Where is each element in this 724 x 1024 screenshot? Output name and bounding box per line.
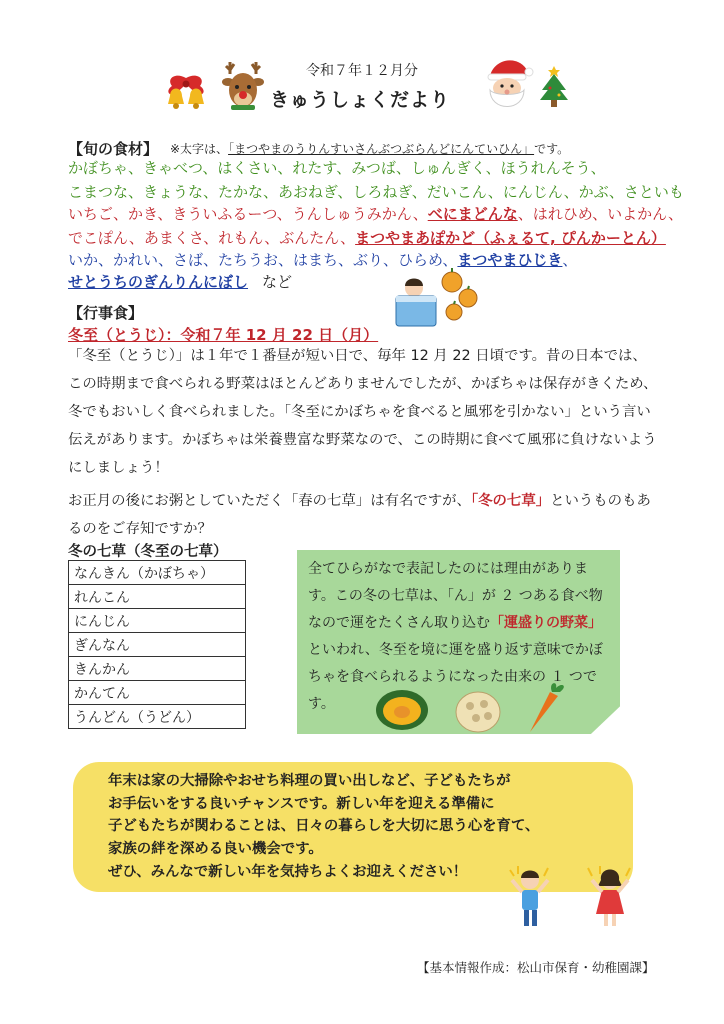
table-row (69, 681, 246, 705)
reindeer-icon (220, 58, 266, 114)
fish-line-1: いか、かれい、さば、たちうお、はまち、ぶり、ひらめ、まつやまひじき、 (68, 251, 578, 269)
table-cell: うんどん（うどん） (69, 705, 246, 729)
nanakusa-table (68, 560, 246, 729)
toji-title: 冬至（とうじ）：令和７年 12 月 22 日（月） (68, 326, 379, 344)
vegetables-icon (372, 680, 572, 736)
table-cell: れんこん (69, 585, 246, 609)
table-row (69, 705, 246, 729)
children-cheering-icon (504, 862, 644, 934)
pumpkin-bath-icon (392, 268, 484, 332)
table-cell: なんきん（かぼちゃ） (69, 561, 246, 585)
table-row (69, 633, 246, 657)
message-text: 年末は家の大掃除やおせち料理の買い出しなど、子どもたちが お手伝いをする良いチャンスです。新しい年を迎える準備に 子どもたちが関わることは、日々の暮らしを大切に思う心を育て、 家族の絆を深める良い機会です。 ぜひ、みんなで新しい年を気持ちよくお迎えください！ (108, 773, 540, 880)
table-cell: きんかん (69, 657, 246, 681)
vegetables-line-2: こまつな、きょうな、たかな、あおねぎ、しろねぎ、だいこん、にんじん、かぶ、さといも (68, 183, 684, 201)
table-row (69, 609, 246, 633)
green-note-text: 全てひらがなで表記したのには理由があります。この冬の七草は、「ん」が ２ つある食べ物なので運をたくさん取り込む「運盛りの野菜」といわれ、冬至を境に運を盛り返す意味でかぼちゃを食べられるようになった由来の １ つです。 (308, 561, 603, 712)
christmas-bells-icon (162, 72, 210, 112)
fruits-line-1: いちご、かき、きういふるーつ、うんしゅうみかん、べにまどんな、はれひめ、いよかん、 (68, 205, 684, 223)
table-cell: にんじん (69, 609, 246, 633)
table-row (69, 657, 246, 681)
credit-line: 【基本情報作成：松山市保育・幼稚園課】 (417, 960, 655, 975)
winter-herbs-intro: お正月の後にお粥としていただく「春の七草」は有名ですが、「冬の七草」というものもあるのをご存知ですか？ (68, 493, 651, 537)
table-cell: かんてん (69, 681, 246, 705)
fruits-line-2: でこぽん、あまくさ、れもん、ぶんたん、まつやまあぽかど（ふぇるて, ぴんかーとん） (68, 229, 666, 247)
fish-line-2: せとうちのぎんりんにぼし など (68, 273, 293, 291)
vegetables-line-1: かぼちゃ、きゃべつ、はくさい、れたす、みつば、しゅんぎく、ほうれんそう、 (68, 159, 606, 177)
nanakusa-heading: 冬の七草（冬至の七草） (68, 544, 228, 560)
seasonal-note: ※太字は、「まつやまのうりんすいさんぶつぶらんどにんていひん」です。 (170, 142, 570, 156)
table-row (69, 561, 246, 585)
christmas-tree-icon (538, 64, 570, 110)
santa-icon (482, 56, 534, 114)
seasonal-heading: 【旬の食材】 (68, 140, 159, 158)
toji-paragraph: 「冬至（とうじ）」は１年で１番昼が短い日で、毎年 12 月 22 日頃です。昔の日本では、この時期まで食べられる野菜はほとんどありませんでしたが、かぼちゃは保存がきくため、冬でもおいしく食べられました。「冬至にかぼちゃを食べると風邪を引かない」という言い伝えがあります。かぼちゃは栄養豊富な野菜なので、この時期に食べて風邪に負けないようにしましょう！ (68, 348, 658, 476)
table-row (69, 585, 246, 609)
event-heading: 【行事食】 (68, 304, 144, 322)
newsletter-title: きゅうしょくだより (270, 89, 451, 111)
issue-date: 令和７年１２月分 (306, 63, 418, 79)
table-cell: ぎんなん (69, 633, 246, 657)
